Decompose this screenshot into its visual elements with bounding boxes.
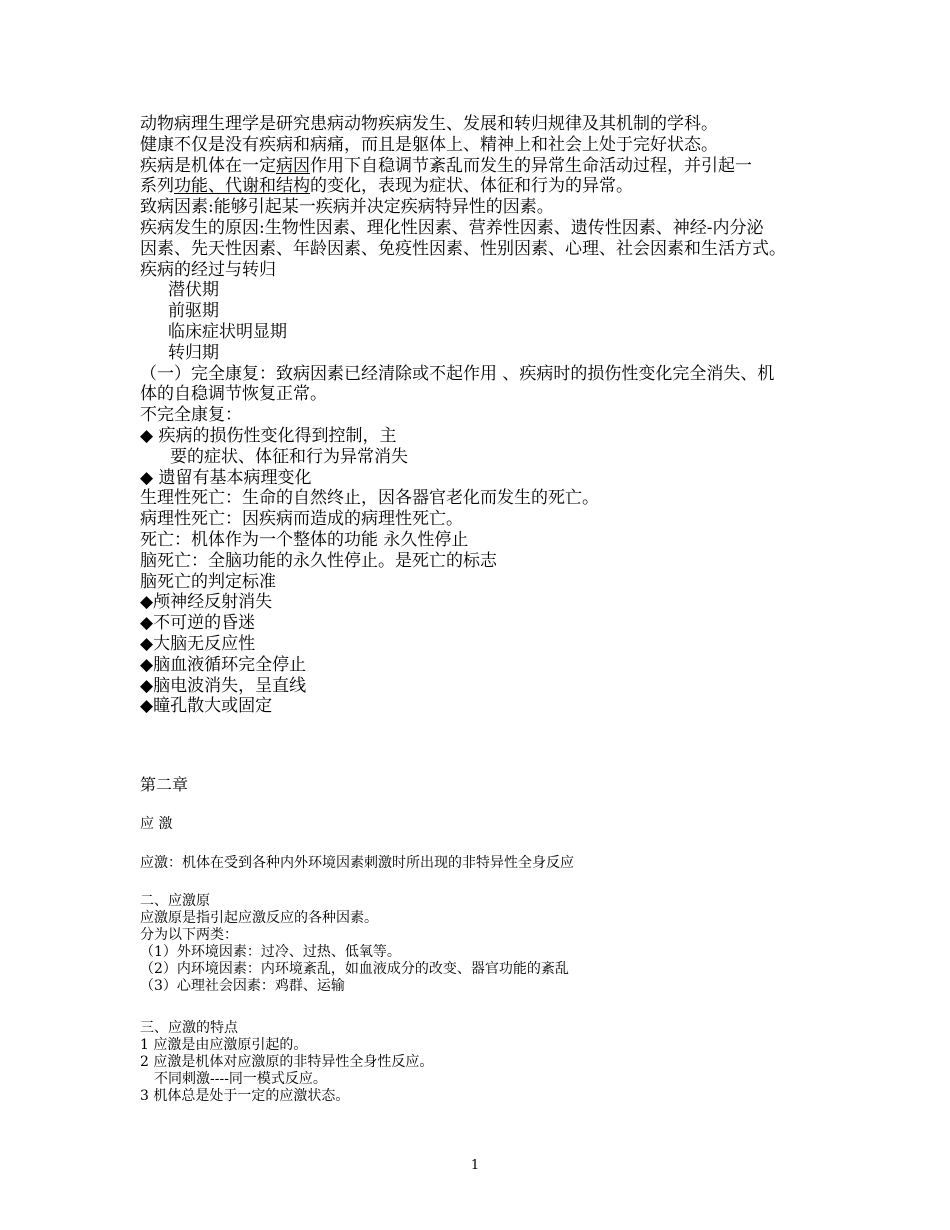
complete-recovery-line-1: （一）完全康复：致病因素已经清除或不起作用 、疾病时的损伤性变化完全消失、机 xyxy=(140,363,775,384)
incomplete-recovery-title: 不完全康复： xyxy=(140,405,242,426)
pathological-death: 病理性死亡：因疾病而造成的病理性死亡。 xyxy=(140,509,463,530)
underlined-term: 病因 xyxy=(276,155,310,176)
disease-causes-line-1: 疾病发生的原因:生物性因素、理化性因素、营养性因素、遗传性因素、神经-内分泌 xyxy=(140,217,764,238)
feature-item: 1 应激是由应激原引起的。 xyxy=(140,1037,308,1053)
text-segment: 的变化，表现为症状、体征和行为的异常。 xyxy=(310,176,633,197)
stress-features-block xyxy=(140,1020,820,1105)
stressor-definition: 应激原是指引起应激反应的各种因素。 xyxy=(140,910,378,926)
feature-item: 3 机体总是处于一定的应激状态。 xyxy=(140,1088,350,1104)
criteria-item: ◆颅神经反射消失 xyxy=(140,592,273,613)
criteria-item: ◆脑血液循环完全停止 xyxy=(140,654,307,675)
incomplete-bullet-1: ◆ 疾病的损伤性变化得到控制，主 xyxy=(140,425,397,446)
definition-health: 健康不仅是没有疾病和病痛，而且是躯体上、精神上和社会上处于完好状态。 xyxy=(140,134,718,155)
stress-definition-block xyxy=(140,855,820,872)
text-segment: 疾病是机体在一定 xyxy=(140,155,276,176)
death-definition: 死亡：机体作为一个整体的功能 永久性停止 xyxy=(140,529,469,550)
stressor-types: 分为以下两类： xyxy=(140,927,238,943)
course-title: 疾病的经过与转归 xyxy=(140,259,276,280)
stress-title-block xyxy=(140,816,820,833)
section-title: 应 激 xyxy=(140,816,173,832)
chapter-title: 第二章 xyxy=(140,775,189,794)
physiological-death: 生理性死亡：生命的自然终止，因各器官老化而发生的死亡。 xyxy=(140,488,599,509)
stressor-item: （2）内环境因素：内环境紊乱，如血液成分的改变、器官功能的紊乱 xyxy=(140,961,569,977)
underlined-term: 功能、代谢和结构 xyxy=(174,176,310,197)
stressor-block xyxy=(140,893,820,995)
definition-pathogenic-factor: 致病因素:能够引起某一疾病并决定疾病特异性的因素。 xyxy=(140,197,554,218)
criteria-title: 脑死亡的判定标准 xyxy=(140,571,276,592)
brain-death-definition: 脑死亡：全脑功能的永久性停止。是死亡的标志 xyxy=(140,550,497,571)
stage-item: 临床症状明显期 xyxy=(168,321,287,342)
criteria-item: ◆脑电波消失，呈直线 xyxy=(140,675,307,696)
stage-item: 前驱期 xyxy=(168,301,219,322)
incomplete-bullet-2: ◆ 遗留有基本病理变化 xyxy=(140,467,312,488)
criteria-item: ◆大脑无反应性 xyxy=(140,633,256,654)
text-segment: 作用下自稳调节紊乱而发生的异常生命活动过程，并引起一 xyxy=(310,155,752,176)
definition-disease xyxy=(140,156,820,198)
disease-causes-line-2: 因素、先天性因素、年龄因素、免疫性因素、性别因素、心理、社会因素和生活方式。 xyxy=(140,238,786,259)
section-pathophysiology-basics xyxy=(140,114,820,717)
page-number: 1 xyxy=(470,1158,480,1173)
definition-pathophysiology: 动物病理生理学是研究患病动物疾病发生、发展和转归规律及其机制的学科。 xyxy=(140,114,718,134)
feature-item: 2 应激是机体对应激原的非特异性全身性反应。 xyxy=(140,1054,434,1070)
stage-item: 转归期 xyxy=(168,342,219,363)
stressor-item: （1）外环境因素：过冷、过热、低氧等。 xyxy=(140,944,401,960)
incomplete-bullet-1-cont: 要的症状、体征和行为异常消失 xyxy=(170,446,408,467)
stressor-heading: 二、应激原 xyxy=(140,893,210,909)
stage-item: 潜伏期 xyxy=(168,280,219,301)
features-heading: 三、应激的特点 xyxy=(140,1020,238,1036)
complete-recovery-line-2: 体的自稳调节恢复正常。 xyxy=(140,384,327,405)
stress-definition: 应激：机体在受到各种内外环境因素刺激时所出现的非特异性全身反应 xyxy=(140,855,574,871)
criteria-item: ◆不可逆的昏迷 xyxy=(140,613,256,634)
feature-item-cont: 不同刺激----同一模式反应。 xyxy=(154,1071,327,1087)
criteria-item: ◆瞳孔散大或固定 xyxy=(140,696,273,717)
stressor-item: （3）心理社会因素：鸡群、运输 xyxy=(140,978,345,994)
text-segment: 系列 xyxy=(140,176,174,197)
